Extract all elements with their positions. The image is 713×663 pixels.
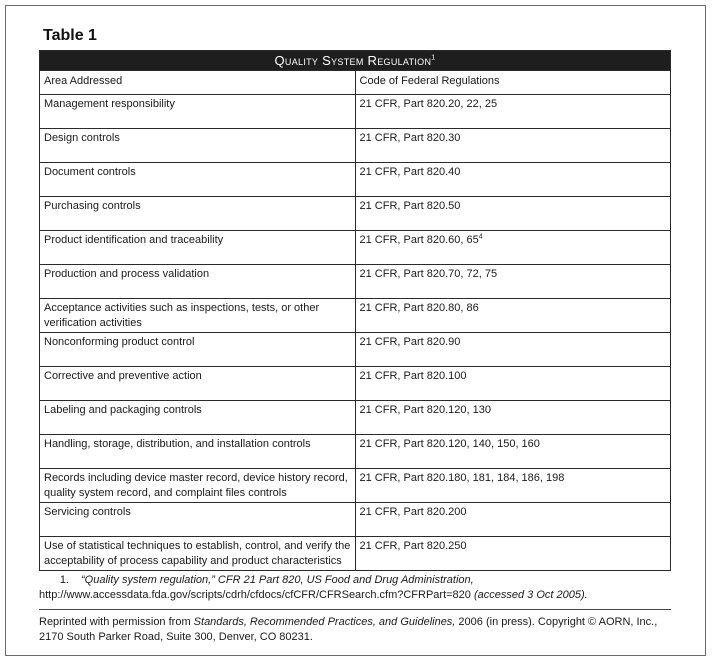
table-row [40,197,671,231]
code-text: 21 CFR, Part 820.30 [359,132,461,144]
table-caption [40,51,671,71]
code-cell [355,469,670,503]
code-text: 21 CFR, Part 820.250 [359,540,467,552]
area-cell: Labeling and packaging controls [40,401,356,435]
code-sup: 4 [478,233,483,241]
table-row [40,537,671,571]
code-text: 21 CFR, Part 820.100 [359,370,467,382]
code-text: 21 CFR, Part 820.60, 65 [359,234,479,246]
code-text: 21 CFR, Part 820.50 [359,200,461,212]
code-cell [355,163,670,197]
code-cell [355,537,670,571]
area-cell: Acceptance activities such as inspections, tests, or other verification activities [40,299,356,333]
code-text: 21 CFR, Part 820.90 [359,336,461,348]
code-cell [355,299,670,333]
reprint-suffix: 2006 (in press). Copyright © AORN, Inc., 2170 South Parker Road, Suite 300, Denver, CO 80231. [39,616,658,643]
column-header-code: Code of Federal Regulations [355,71,670,95]
table-caption-row [40,51,671,71]
footnote-source: “Quality system regulation,” CFR 21 Part 820, US Food and Drug Administration, [81,574,474,586]
table-row [40,401,671,435]
footnote-url: http://www.accessdata.fda.gov/scripts/cdrh/cfdocs/cfCFR/CFRSearch.cfm?CFRPart=820 [39,589,471,601]
table-row [40,163,671,197]
quality-system-table [39,50,671,571]
code-text: 21 CFR, Part 820.80, 86 [359,302,479,314]
code-cell [355,503,670,537]
code-cell [355,197,670,231]
area-cell: Production and process validation [40,265,356,299]
column-header-area: Area Addressed [40,71,356,95]
table-row [40,265,671,299]
reprint-book: Standards, Recommended Practices, and Guidelines, [193,616,456,628]
area-cell: Records including device master record, device history record, quality system record, and complaint files controls [40,469,356,503]
divider [39,609,671,610]
code-cell [355,367,670,401]
footnote [39,573,679,603]
code-text: 21 CFR, Part 820.40 [359,166,461,178]
area-cell: Servicing controls [40,503,356,537]
code-cell [355,435,670,469]
area-cell: Product identification and traceability [40,231,356,265]
code-cell [355,401,670,435]
table-row [40,469,671,503]
table-row [40,435,671,469]
area-cell: Document controls [40,163,356,197]
table-row [40,95,671,129]
area-cell: Design controls [40,129,356,163]
table-row [40,299,671,333]
code-cell [355,231,670,265]
footnote-number: 1. [59,574,69,586]
table-row [40,503,671,537]
area-cell: Nonconforming product control [40,333,356,367]
code-cell [355,333,670,367]
area-cell: Management responsibility [40,95,356,129]
table-row [40,129,671,163]
footnote-accessed: (accessed 3 Oct 2005). [473,589,588,601]
code-text: 21 CFR, Part 820.70, 72, 75 [359,268,498,280]
area-cell: Purchasing controls [40,197,356,231]
table-row [40,333,671,367]
table-caption-sup: 1 [431,54,436,62]
reprint-notice [39,615,679,645]
table-row [40,231,671,265]
code-cell [355,95,670,129]
area-cell: Handling, storage, distribution, and installation controls [40,435,356,469]
code-text: 21 CFR, Part 820.200 [359,506,467,518]
code-cell [355,265,670,299]
code-text: 21 CFR, Part 820.20, 22, 25 [359,98,498,110]
reprint-prefix: Reprinted with permission from [39,616,194,628]
table-caption-text: Quality System Regulation [274,53,432,68]
column-header-row [40,71,671,95]
table-row [40,367,671,401]
code-text: 21 CFR, Part 820.120, 130 [359,404,491,416]
table-title: Table 1 [43,27,97,44]
code-text: 21 CFR, Part 820.180, 181, 184, 186, 198 [359,472,565,484]
area-cell: Use of statistical techniques to establish, control, and verify the acceptability of process capability and product characteristics [40,537,356,571]
code-cell [355,129,670,163]
code-text: 21 CFR, Part 820.120, 140, 150, 160 [359,438,540,450]
area-cell: Corrective and preventive action [40,367,356,401]
